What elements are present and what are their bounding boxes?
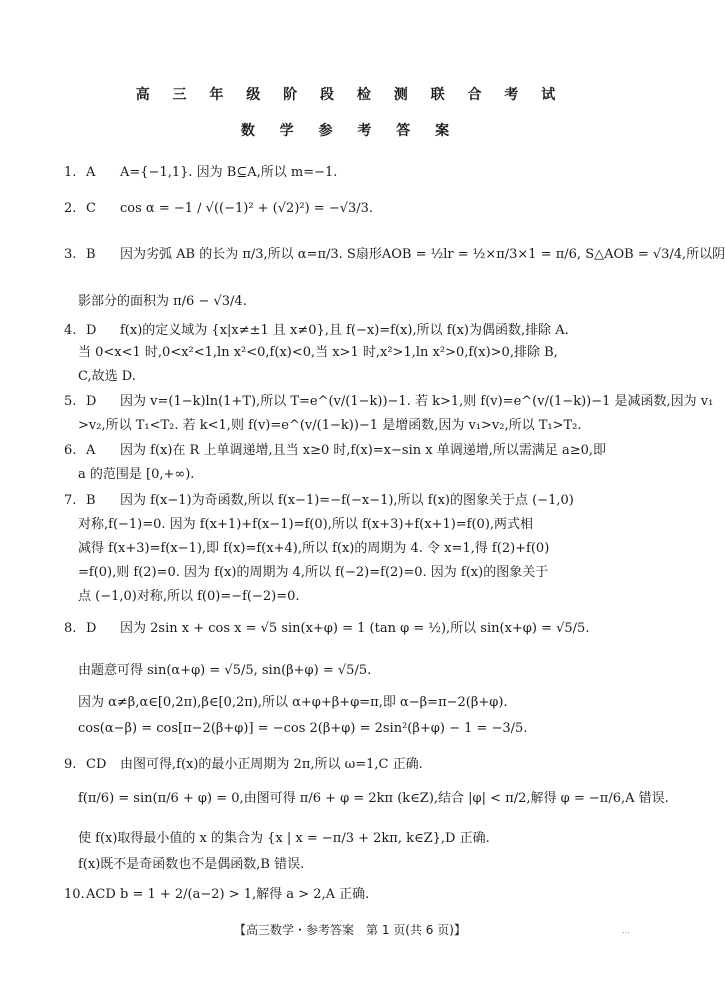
explanation-text: 因为 f(x−1)为奇函数,所以 f(x−1)=−f(−x−1),所以 f(x)的图象关于点 (−1,0)	[120, 493, 574, 508]
explanation-text: A={−1,1}. 因为 B⊆A,所以 m=−1.	[120, 165, 338, 180]
answer-line	[78, 368, 633, 386]
answer-line	[78, 830, 633, 848]
corner-mark: …	[622, 926, 630, 935]
answer-choice: A	[86, 165, 96, 180]
question-number: 4.	[64, 323, 77, 338]
answer-choice: D	[86, 394, 97, 409]
answer-line	[64, 886, 633, 904]
answer-line	[78, 564, 633, 582]
explanation-text: 因为 α≠β,α∈[0,2π),β∈[0,2π),所以 α+φ+β+φ=π,即 α−β=π−2(β+φ).	[78, 695, 508, 710]
answer-line	[64, 322, 633, 340]
explanation-text: cos(α−β) = cos[π−2(β+φ)] = −cos 2(β+φ) = 2sin²(β+φ) − 1 = −3/5.	[78, 721, 528, 736]
answer-choice: ACD	[86, 887, 116, 902]
answer-choice: D	[86, 621, 97, 636]
explanation-text: f(x)既不是奇函数也不是偶函数,B 错误.	[78, 857, 305, 872]
answer-line	[64, 756, 633, 774]
question-number: 1.	[64, 165, 77, 180]
question-number: 10.	[64, 887, 85, 902]
answer-line	[78, 720, 633, 738]
answer-line	[78, 694, 633, 712]
explanation-text: 由题意可得 sin(α+φ) = √5/5, sin(β+φ) = √5/5.	[78, 663, 372, 678]
question-number: 7.	[64, 493, 77, 508]
explanation-text: =f(0),则 f(2)=0. 因为 f(x)的周期为 4,所以 f(−2)=f(2)=0. 因为 f(x)的图象关于	[78, 565, 549, 580]
answer-line	[78, 466, 633, 484]
answer-choice: CD	[86, 757, 107, 772]
answer-line	[78, 662, 633, 680]
explanation-text: 使 f(x)取得最小值的 x 的集合为 {x | x = −π/3 + 2kπ, k∈Z},D 正确.	[78, 831, 490, 846]
explanation-text: 当 0<x<1 时,0<x²<1,ln x²<0,f(x)<0,当 x>1 时,x²>1,ln x²>0,f(x)>0,排除 B,	[78, 345, 558, 360]
explanation-text: 点 (−1,0)对称,所以 f(0)=−f(−2)=0.	[78, 589, 300, 604]
answer-choice: B	[86, 247, 96, 262]
explanation-text: 因为 v=(1−k)ln(1+T),所以 T=e^(v/(1−k))−1. 若 k>1,则 f(v)=e^(v/(1−k))−1 是减函数,因为 v₁	[120, 394, 714, 409]
answer-line	[78, 540, 633, 558]
explanation-text: C,故选 D.	[78, 369, 136, 384]
explanation-text: 由图可得,f(x)的最小正周期为 2π,所以 ω=1,C 正确.	[120, 757, 423, 772]
question-number: 8.	[64, 621, 77, 636]
answer-choice: C	[86, 201, 96, 216]
explanation-text: cos α = −1 / √((−1)² + (√2)²) = −√3/3.	[120, 201, 374, 216]
question-number: 9.	[64, 757, 77, 772]
page-subtitle: 数 学 参 考 答 案	[240, 123, 460, 139]
answer-line	[64, 492, 633, 510]
explanation-text: f(π/6) = sin(π/6 + φ) = 0,由图可得 π/6 + φ = 2kπ (k∈Z),结合 |φ| < π/2,解得 φ = −π/6,A 错误.	[78, 791, 669, 806]
explanation-text: 因为 f(x)在 R 上单调递增,且当 x≥0 时,f(x)=x−sin x 单调递增,所以需满足 a≥0,即	[120, 443, 607, 458]
answer-line	[78, 516, 633, 534]
answer-line	[64, 442, 633, 460]
answer-line	[64, 620, 633, 638]
answer-choice: B	[86, 493, 96, 508]
answer-line	[78, 790, 669, 808]
explanation-text: 对称,f(−1)=0. 因为 f(x+1)+f(x−1)=f(0),所以 f(x+3)+f(x+1)=f(0),两式相	[78, 517, 534, 532]
answer-line	[64, 246, 725, 264]
explanation-text: 影部分的面积为 π/6 − √3/4.	[78, 294, 247, 309]
page-title: 高 三 年 级 阶 段 检 测 联 合 考 试	[135, 87, 565, 103]
answer-line	[64, 393, 714, 411]
answer-line	[78, 588, 633, 606]
answer-line	[78, 344, 633, 362]
answer-line	[78, 293, 633, 311]
answer-line	[78, 417, 633, 435]
question-number: 6.	[64, 443, 77, 458]
page-footer: 【高三数学・参考答案 第 1 页(共 6 页)】	[234, 923, 466, 937]
explanation-text: 因为劣弧 AB 的长为 π/3,所以 α=π/3. S扇形AOB = ½lr = ½×π/3×1 = π/6, S△AOB = √3/4,所以阴	[120, 247, 725, 262]
answer-choice: A	[86, 443, 96, 458]
explanation-text: f(x)的定义域为 {x|x≠±1 且 x≠0},且 f(−x)=f(x),所以 f(x)为偶函数,排除 A.	[120, 323, 569, 338]
explanation-text: b = 1 + 2/(a−2) > 1,解得 a > 2,A 正确.	[120, 887, 370, 902]
question-number: 5.	[64, 394, 77, 409]
answer-line	[78, 856, 633, 874]
answer-line	[64, 200, 633, 218]
explanation-text: >v₂,所以 T₁<T₂. 若 k<1,则 f(v)=e^(v/(1−k))−1 是增函数,因为 v₁>v₂,所以 T₁>T₂.	[78, 418, 582, 433]
question-number: 2.	[64, 201, 77, 216]
answer-choice: D	[86, 323, 97, 338]
answer-line	[64, 164, 633, 182]
explanation-text: a 的范围是 [0,+∞).	[78, 467, 195, 482]
question-number: 3.	[64, 247, 77, 262]
explanation-text: 因为 2sin x + cos x = √5 sin(x+φ) = 1 (tan φ = ½),所以 sin(x+φ) = √5/5.	[120, 621, 590, 636]
explanation-text: 减得 f(x+3)=f(x−1),即 f(x)=f(x+4),所以 f(x)的周期为 4. 令 x=1,得 f(2)+f(0)	[78, 541, 550, 556]
